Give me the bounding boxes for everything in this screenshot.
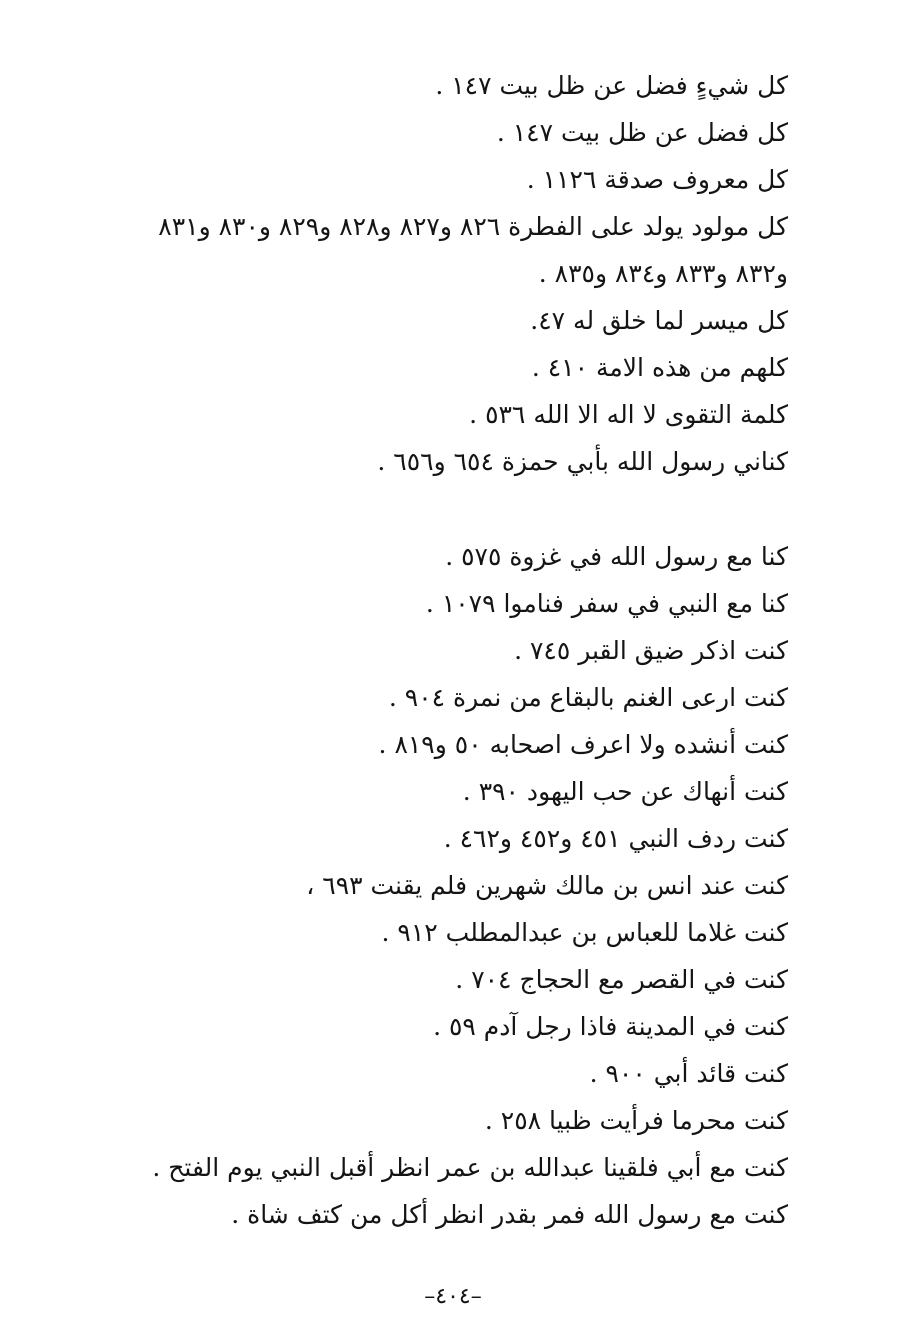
index-entry: كل معروف صدقة ١١٢٦ . — [526, 165, 788, 194]
index-entry: كنت قائد أبي ٩٠٠ . — [589, 1059, 788, 1088]
index-entry: كنت أنهاك عن حب اليهود ٣٩٠ . — [462, 777, 788, 806]
index-entry: كنت في المدينة فاذا رجل آدم ٥٩ . — [433, 1012, 788, 1041]
index-entry: كنت ارعى الغنم بالبقاع من نمرة ٩٠٤ . — [388, 683, 788, 712]
index-entry: كل شيءٍ فضل عن ظل بيت ١٤٧ . — [435, 71, 788, 100]
index-entry: كنت عند انس بن مالك شهرين فلم يقنت ٦٩٣ ، — [306, 871, 788, 900]
index-entry: كنا مع النبي في سفر فناموا ١٠٧٩ . — [425, 589, 788, 618]
section-gap — [128, 485, 788, 533]
index-entries — [128, 62, 788, 1238]
index-entry: كل ميسر لما خلق له ٤٧. — [530, 306, 788, 335]
index-entry: كلهم من هذه الامة ٤١٠ . — [531, 353, 788, 382]
index-entry: كنت محرما فرأيت ظبيا ٢٥٨ . — [484, 1106, 788, 1135]
index-entry: كنت ردف النبي ٤٥١ و٤٥٢ و٤٦٢ . — [443, 824, 788, 853]
index-entry: كلمة التقوى لا اله الا الله ٥٣٦ . — [469, 400, 788, 429]
index-entry: كنا مع رسول الله في غزوة ٥٧٥ . — [445, 542, 788, 571]
index-entry: كنت في القصر مع الحجاج ٧٠٤ . — [455, 965, 788, 994]
index-entry: كل مولود يولد على الفطرة ٨٢٦ و٨٢٧ و٨٢٨ و٨٢٩ و٨٣٠ و٨٣١ و٨٣٢ و٨٣٣ و٨٣٤ و٨٣٥ . — [158, 212, 788, 288]
index-entry: كناني رسول الله بأبي حمزة ٦٥٤ و٦٥٦ . — [377, 447, 788, 476]
page-number: –٤٠٤– — [424, 1284, 482, 1309]
index-entry: كنت اذكر ضيق القبر ٧٤٥ . — [514, 636, 788, 665]
index-entry: كل فضل عن ظل بيت ١٤٧ . — [496, 118, 788, 147]
index-entry: كنت مع رسول الله فمر بقدر انظر أكل من كتف شاة . — [231, 1200, 788, 1229]
index-entry: كنت غلاما للعباس بن عبدالمطلب ٩١٢ . — [381, 918, 788, 947]
index-entry: كنت أنشده ولا اعرف اصحابه ٥٠ و٨١٩ . — [378, 730, 788, 759]
index-entry: كنت مع أبي فلقينا عبدالله بن عمر انظر أقبل النبي يوم الفتح . — [152, 1153, 788, 1182]
